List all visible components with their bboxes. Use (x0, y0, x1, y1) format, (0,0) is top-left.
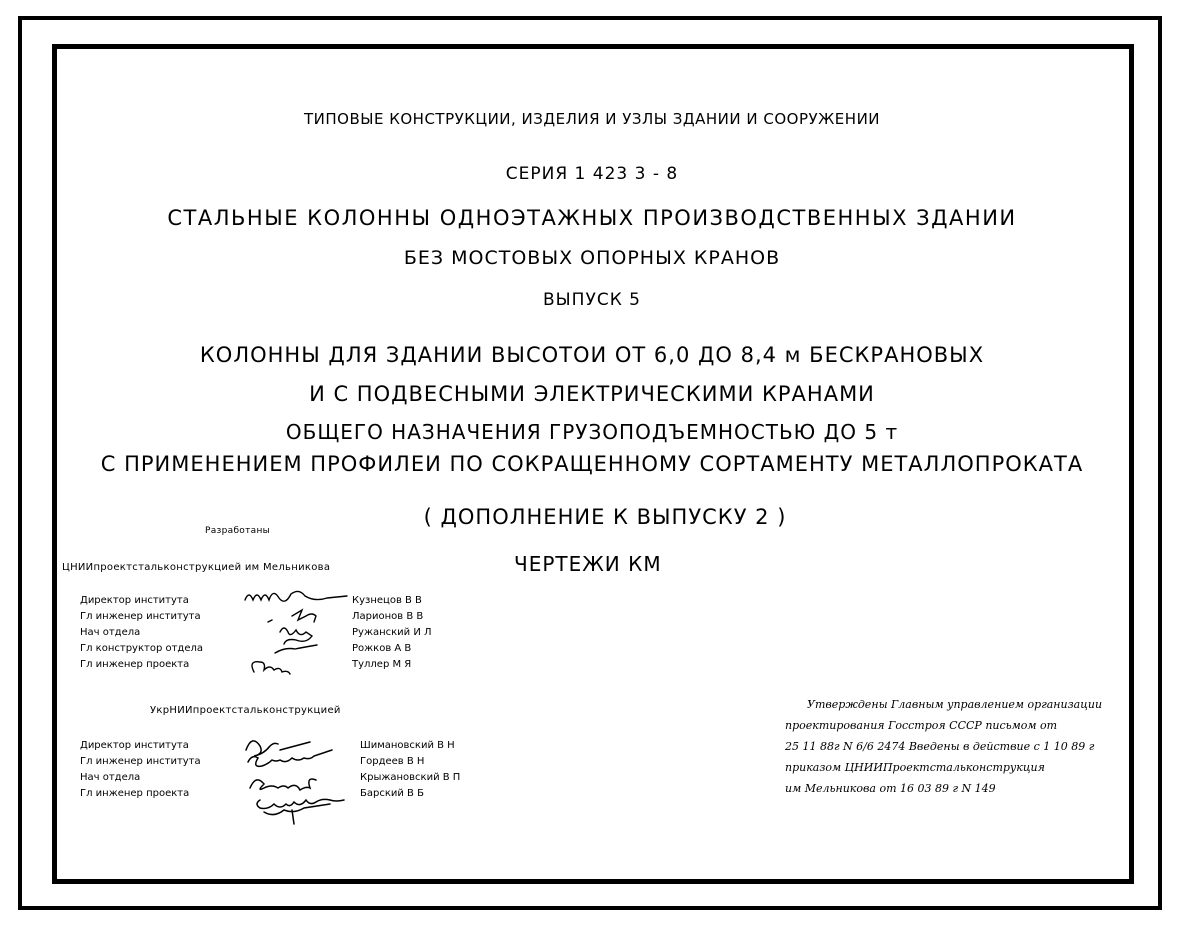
approval-line: Утверждены Главным управлением организации (807, 698, 1103, 711)
org2-signatures (236, 730, 361, 825)
approval-line: 25 11 88г N 6/6 2474 Введены в действие с 1 10 89 г (785, 740, 1095, 753)
description-line-3: ОБЩЕГО НАЗНАЧЕНИЯ ГРУЗОПОДЪЕМНОСТЬЮ ДО 5 т (285, 420, 899, 444)
org2-roles (80, 738, 201, 802)
addition-note: ( ДОПОЛНЕНИЕ К ВЫПУСКУ 2 ) (423, 505, 787, 529)
signature-stroke (275, 645, 317, 653)
org1-person: Туллер М Я (352, 659, 412, 670)
org1-names (352, 593, 432, 673)
org1-person: Ларионов В В (352, 611, 424, 622)
org2-person: Гордеев В Н (360, 756, 425, 767)
drawings-label: ЧЕРТЕЖИ КМ (514, 552, 662, 576)
approval-note (785, 694, 1102, 799)
signature-stroke (245, 591, 347, 601)
org1-roles (80, 593, 203, 673)
signature-stroke (246, 741, 310, 756)
issue-number: ВЫПУСК 5 (543, 290, 641, 310)
signature-stroke (264, 804, 330, 815)
org1-role: Гл конструктор отдела (80, 643, 203, 654)
signature-stroke (280, 628, 312, 644)
org2-role: Нач отдела (80, 772, 141, 783)
org2-role: Гл инженер проекта (80, 788, 190, 799)
description-line-2: И С ПОДВЕСНЫМИ ЭЛЕКТРИЧЕСКИМИ КРАНАМИ (309, 382, 875, 406)
org1-person: Кузнецов В В (352, 595, 422, 606)
developed-by-label: Разработаны (205, 526, 271, 536)
header-line: ТИПОВЫЕ КОНСТРУКЦИИ, ИЗДЕЛИЯ И УЗЛЫ ЗДАНИИ И СООРУЖЕНИИ (303, 110, 881, 128)
title-line-1: СТАЛЬНЫЕ КОЛОННЫ ОДНОЭТАЖНЫХ ПРОИЗВОДСТВЕННЫХ ЗДАНИИ (167, 206, 1017, 230)
org2-person: Крыжановский В П (360, 772, 461, 783)
org1-role: Гл инженер проекта (80, 659, 190, 670)
description-line-1: КОЛОННЫ ДЛЯ ЗДАНИИ ВЫСОТОИ ОТ 6,0 ДО 8,4 м БЕСКРАНОВЫХ (199, 343, 985, 367)
approval-line: проектирования Госстроя СССР письмом от (785, 719, 1058, 732)
org1-role: Директор института (80, 595, 189, 606)
org2-role: Гл инженер института (80, 756, 201, 767)
approval-line: им Мельникова от 16 03 89 г N 149 (785, 782, 996, 795)
approval-line: приказом ЦНИИПроектстальконструкция (785, 761, 1045, 774)
org1-role: Гл инженер института (80, 611, 201, 622)
org1-person: Ружанский И Л (352, 627, 432, 638)
signature-stroke (257, 799, 344, 808)
title-line-2: БЕЗ МОСТОВЫХ ОПОРНЫХ КРАНОВ (403, 247, 781, 269)
signature-stroke (268, 620, 272, 622)
org2-role: Директор института (80, 740, 189, 751)
signature-stroke (250, 779, 316, 790)
org1-role: Нач отдела (80, 627, 141, 638)
org1-signatures (240, 588, 355, 680)
signature-stroke (292, 610, 316, 622)
org2-person: Шимановский В Н (360, 740, 455, 751)
description-line-4: С ПРИМЕНЕНИЕМ ПРОФИЛЕИ ПО СОКРАЩЕННОМУ СОРТАМЕНТУ МЕТАЛЛОПРОКАТА (100, 452, 1084, 476)
org2-person: Барский В Б (360, 788, 424, 799)
org2-name: УкрНИИпроектстальконструкцией (150, 705, 341, 716)
series-number: СЕРИЯ 1 423 3 - 8 (505, 164, 679, 184)
org1-person: Рожков А В (352, 643, 412, 654)
org2-names (360, 738, 460, 802)
signature-stroke (252, 662, 290, 674)
org1-name: ЦНИИпроектстальконструкцией им Мельникова (62, 562, 331, 573)
